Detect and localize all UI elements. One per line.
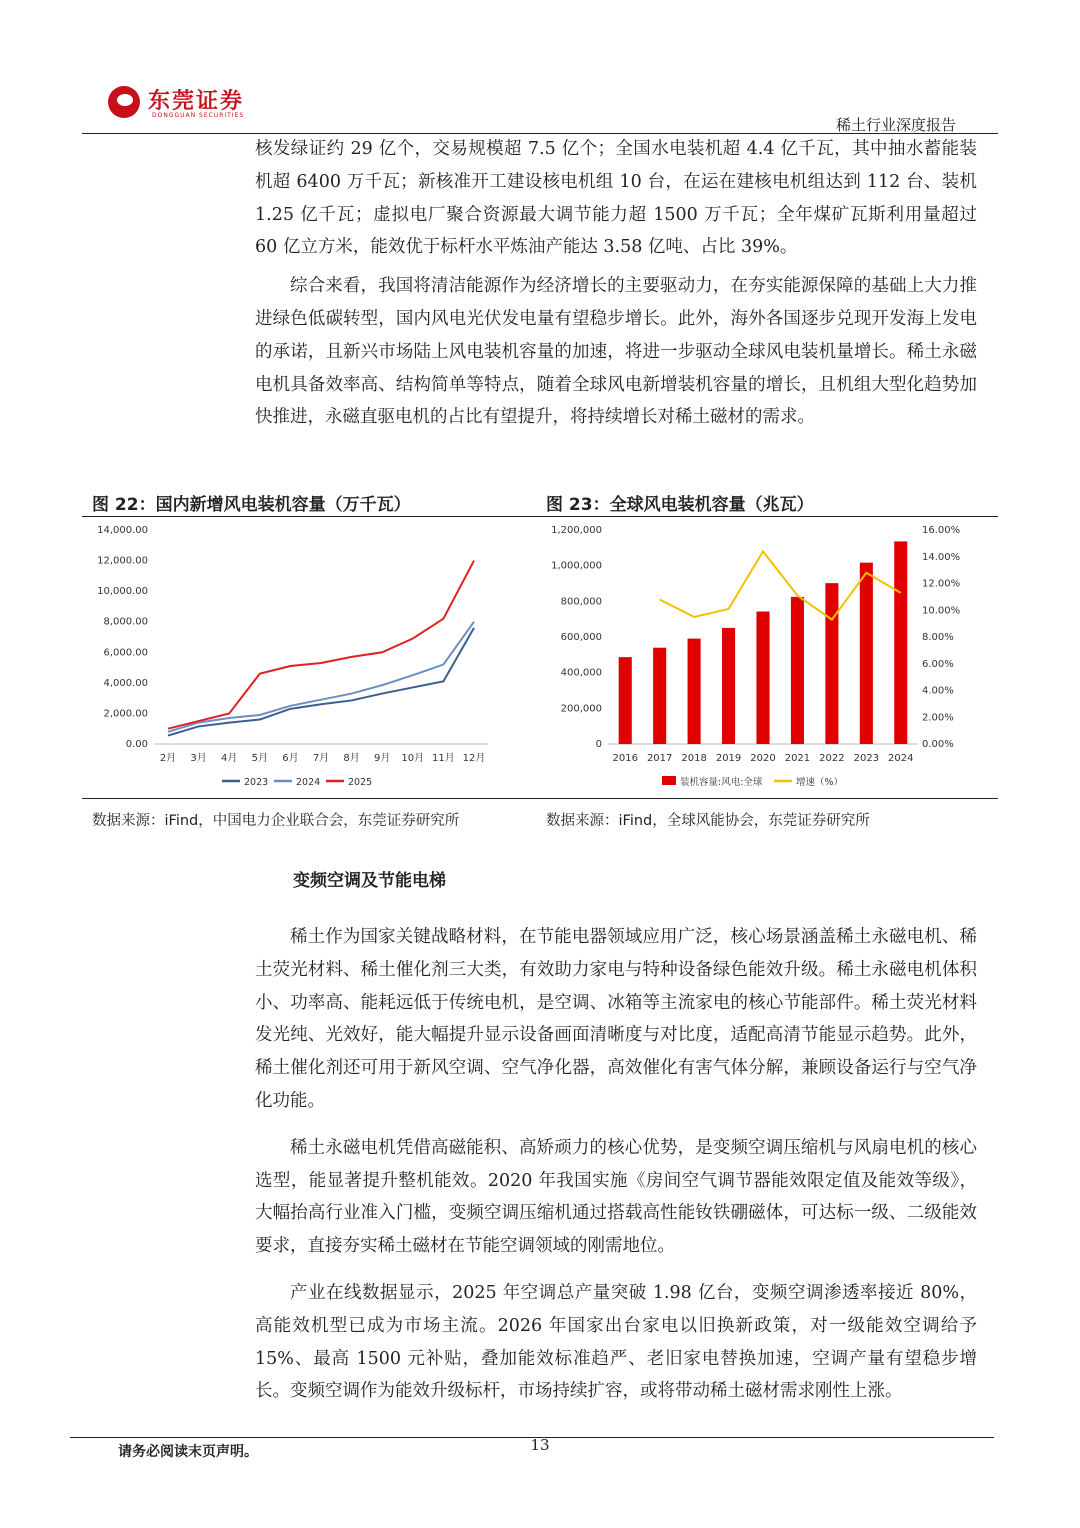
y-tick-label: 2,000.00 — [103, 708, 148, 720]
logo-subtext: DONGGUAN SECURITIES — [152, 112, 245, 119]
y-right-tick-label: 12.00% — [922, 578, 961, 590]
x-tick-label: 2016 — [612, 753, 638, 764]
bar — [756, 611, 769, 744]
y-right-tick-label: 4.00% — [922, 685, 954, 697]
y-left-tick-label: 800,000 — [560, 596, 602, 608]
y-right-tick-label: 16.00% — [922, 525, 961, 536]
y-right-tick-label: 0.00% — [922, 739, 954, 750]
y-right-tick-label: 14.00% — [922, 551, 961, 563]
y-right-tick-label: 6.00% — [922, 658, 954, 670]
figure-22-source: 数据来源：iFind，中国电力企业联合会，东莞证券研究所 — [92, 813, 460, 829]
paragraph: 稀土永磁电机凭借高磁能积、高矫顽力的核心优势，是变频空调压缩机与风扇电机的核心选型，能显著提升整机能效。2020 年我国实施《房间空气调节器能效限定值及能效等级》，大幅抬高行业准入门槛，变频空调压缩机通过搭载高性能钕铁硼磁体，可达标一级、二级能效要求，直接夯实稀土磁材在节能空调领域的刚需地位。 — [255, 1137, 977, 1257]
x-tick-label: 11月 — [432, 753, 455, 764]
bar — [722, 628, 735, 744]
disclaimer-note: 请务必阅读末页声明。 — [118, 1444, 258, 1460]
x-tick-label: 6月 — [282, 753, 299, 764]
y-left-tick-label: 0 — [595, 739, 602, 750]
x-tick-label: 2023 — [853, 753, 880, 764]
y-left-tick-label: 600,000 — [560, 632, 602, 643]
y-tick-label: 12,000.00 — [97, 555, 148, 567]
bar-line-chart — [530, 518, 998, 796]
logo-text: 东莞证券 — [148, 89, 245, 114]
x-tick-label: 2020 — [750, 753, 776, 764]
legend-label: 2025 — [348, 777, 373, 788]
y-tick-label: 4,000.00 — [103, 677, 148, 689]
legend-label: 2024 — [296, 777, 321, 788]
x-tick-label: 9月 — [374, 753, 391, 764]
figure-23-title: 图 23：全球风电装机容量（兆瓦） — [546, 495, 814, 515]
company-logo — [108, 84, 248, 124]
section-title: 变频空调及节能电梯 — [293, 871, 446, 891]
x-tick-label: 8月 — [343, 753, 360, 764]
bar — [894, 541, 907, 744]
paragraph: 稀土作为国家关键战略材料，在节能电器领域应用广泛，核心场景涵盖稀土永磁电机、稀土荧光材料、稀土催化剂三大类，有效助力家电与特种设备绿色能效升级。稀土永磁电机体积小、功率高、能耗远低于传统电机，是空调、冰箱等主流家电的核心节能部件。稀土荧光材料发光纯、光效好，能大幅提升显示设备画面清晰度与对比度，适配高清节能显示趋势。此外，稀土催化剂还可用于新风空调、空气净化器，高效催化有害气体分解，兼顾设备运行与空气净化功能。 — [255, 927, 977, 1111]
body-text-bottom — [255, 921, 977, 1408]
legend-swatch-bar — [662, 776, 676, 785]
x-tick-label: 2018 — [681, 753, 707, 764]
x-tick-label: 5月 — [251, 753, 268, 764]
bar — [791, 597, 804, 744]
legend-label: 增速（%） — [796, 777, 844, 788]
figure-top-divider — [82, 516, 998, 517]
figure-bottom-divider — [82, 798, 998, 799]
line-chart — [82, 518, 522, 796]
x-tick-label: 4月 — [221, 753, 238, 764]
bar — [825, 583, 838, 744]
x-tick-label: 12月 — [462, 753, 486, 764]
body-text-top — [255, 133, 977, 434]
bar — [619, 657, 632, 744]
y-right-tick-label: 10.00% — [922, 605, 961, 617]
paragraph: 综合来看，我国将清洁能源作为经济增长的主要驱动力，在夯实能源保障的基础上大力推进绿色低碳转型，国内风电光伏发电量有望稳步增长。此外，海外各国逐步兑现开发海上发电的承诺，且新兴市场陆上风电装机容量的加速，将进一步驱动全球风电装机量增长。稀土永磁电机具备效率高、结构简单等特点，随着全球风电新增装机容量的增长，且机组大型化趋势加快推进，永磁直驱电机的占比有望提升，将持续增长对稀土磁材的需求。 — [255, 276, 977, 428]
logo-icon — [108, 86, 140, 118]
y-tick-label: 10,000.00 — [97, 586, 148, 598]
x-tick-label: 2022 — [819, 753, 845, 764]
y-tick-label: 14,000.00 — [97, 525, 148, 536]
paragraph: 核发绿证约 29 亿个，交易规模超 7.5 亿个；全国水电装机超 4.4 亿千瓦，其中抽水蓄能装机超 6400 万千瓦；新核准开工建设核电机组 10 台，在运在建核电机组达到 112 台、装机 1.25 亿千瓦；虚拟电厂聚合资源最大调节能力超 1500 万千瓦；全年煤矿瓦斯利用量超过 60 亿立方米，能效优于标杆水平炼油产能达 3.58 亿吨、占比 39%。 — [255, 139, 977, 258]
y-left-tick-label: 400,000 — [560, 667, 602, 679]
bar — [688, 639, 701, 744]
x-tick-label: 2017 — [646, 753, 673, 764]
legend-label: 装机容量:风电:全球 — [680, 777, 763, 788]
legend-label: 2023 — [244, 777, 269, 788]
x-tick-label: 10月 — [401, 753, 425, 764]
x-tick-label: 3月 — [190, 753, 207, 764]
y-tick-label: 8,000.00 — [103, 616, 148, 628]
y-tick-label: 6,000.00 — [103, 647, 148, 659]
y-tick-label: 0.00 — [125, 739, 148, 750]
bar — [653, 648, 666, 744]
y-right-tick-label: 8.00% — [922, 632, 954, 643]
x-tick-label: 2月 — [159, 753, 177, 764]
figure-22-title: 图 22：国内新增风电装机容量（万千瓦） — [92, 495, 411, 515]
y-left-tick-label: 1,000,000 — [551, 560, 602, 572]
report-title: 稀土行业深度报告 — [835, 116, 956, 134]
x-tick-label: 2019 — [715, 753, 742, 764]
series-line-2024 — [168, 622, 474, 732]
y-left-tick-label: 1,200,000 — [551, 525, 602, 536]
page-number: 13 — [530, 1436, 550, 1454]
bar — [860, 563, 873, 744]
x-tick-label: 2021 — [784, 753, 811, 764]
figure-23-source: 数据来源：iFind，全球风能协会，东莞证券研究所 — [546, 813, 870, 829]
chart-22 — [82, 518, 522, 796]
y-right-tick-label: 2.00% — [922, 712, 954, 724]
paragraph: 产业在线数据显示，2025 年空调总产量突破 1.98 亿台，变频空调渗透率接近 80%，高能效机型已成为市场主流。2026 年国家出台家电以旧换新政策，对一级能效空调给予 15%、最高 1500 元补贴，叠加能效标准趋严、老旧家电替换加速，空调产量有望稳步增长。变频空调作为能效升级标杆，市场持续扩容，或将带动稀土磁材需求刚性上涨。 — [255, 1282, 977, 1402]
x-tick-label: 7月 — [312, 753, 330, 764]
x-tick-label: 2024 — [888, 753, 914, 764]
y-left-tick-label: 200,000 — [560, 703, 602, 715]
chart-23 — [530, 518, 998, 796]
